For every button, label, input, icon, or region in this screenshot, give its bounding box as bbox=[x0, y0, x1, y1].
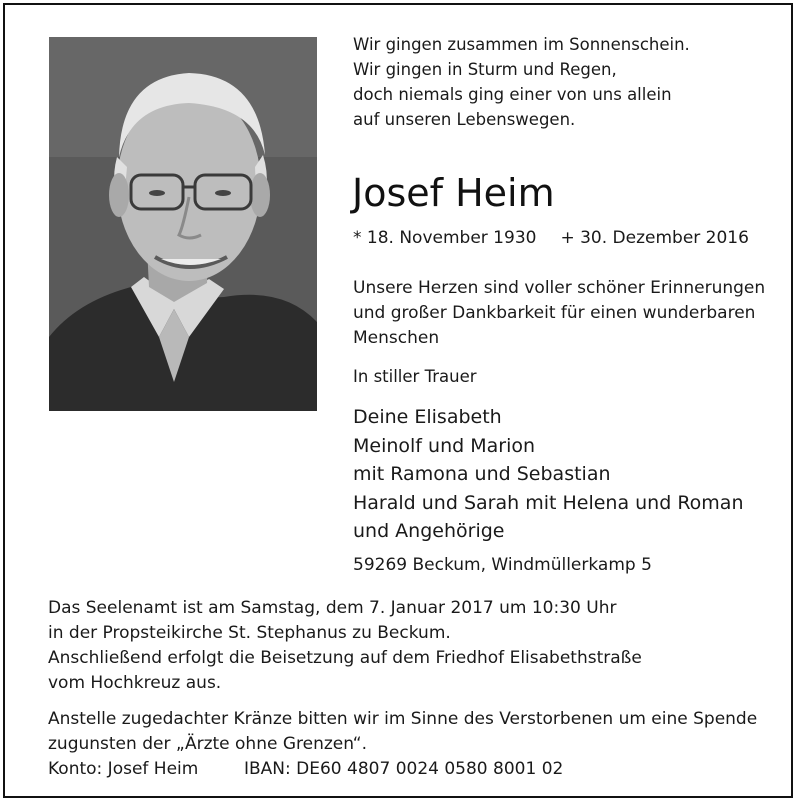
deceased-name: Josef Heim bbox=[352, 171, 555, 215]
service-line: Das Seelenamt ist am Samstag, dem 7. Januar 2017 um 10:30 Uhr bbox=[48, 598, 617, 618]
donation-line: Anstelle zugedachter Kränze bitten wir im Sinne des Verstorbenen um eine Spende bbox=[48, 709, 758, 729]
family-member: Harald und Sarah mit Helena und Roman bbox=[353, 491, 744, 514]
family-member: mit Ramona und Sebastian bbox=[353, 463, 611, 485]
mourning-label: In stiller Trauer bbox=[353, 367, 477, 386]
account-holder: Konto: Josef Heim bbox=[48, 759, 199, 779]
life-dates bbox=[353, 227, 749, 249]
donation-line: zugunsten der „Ärzte ohne Grenzen“. bbox=[48, 734, 367, 754]
family-list bbox=[353, 403, 743, 546]
iban-number: IBAN: DE60 4807 0024 0580 8001 02 bbox=[244, 759, 564, 779]
birth-date: * 18. November 1930 bbox=[353, 228, 537, 248]
memory-line: Unsere Herzen sind voller schöner Erinnerungen bbox=[353, 278, 766, 298]
memory-line: und großer Dankbarkeit für einen wunderbaren bbox=[353, 303, 756, 323]
service-line: vom Hochkreuz aus. bbox=[48, 673, 222, 693]
poem-line: Wir gingen zusammen im Sonnenschein. bbox=[353, 35, 690, 54]
service-line: Anschließend erfolgt die Beisetzung auf dem Friedhof Elisabethstraße bbox=[48, 648, 642, 668]
death-date: + 30. Dezember 2016 bbox=[560, 228, 749, 248]
family-member: Deine Elisabeth bbox=[353, 406, 502, 428]
poem-line: doch niemals ging einer von uns allein bbox=[353, 85, 672, 104]
family-member: und Angehörige bbox=[353, 520, 505, 542]
service-line: in der Propsteikirche St. Stephanus zu Beckum. bbox=[48, 623, 451, 643]
portrait-illustration bbox=[49, 37, 317, 411]
poem-line: auf unseren Lebenswegen. bbox=[353, 110, 576, 129]
poem-line: Wir gingen in Sturm und Regen, bbox=[353, 60, 617, 79]
donation-request bbox=[48, 707, 757, 757]
memory-line: Menschen bbox=[353, 328, 440, 348]
family-member: Meinolf und Marion bbox=[353, 434, 536, 457]
family-address: 59269 Beckum, Windmüllerkamp 5 bbox=[353, 555, 652, 575]
poem-verse bbox=[353, 32, 690, 132]
bank-details bbox=[48, 758, 564, 780]
portrait-photo bbox=[49, 37, 317, 411]
service-details bbox=[48, 596, 642, 696]
memory-text bbox=[353, 276, 765, 351]
